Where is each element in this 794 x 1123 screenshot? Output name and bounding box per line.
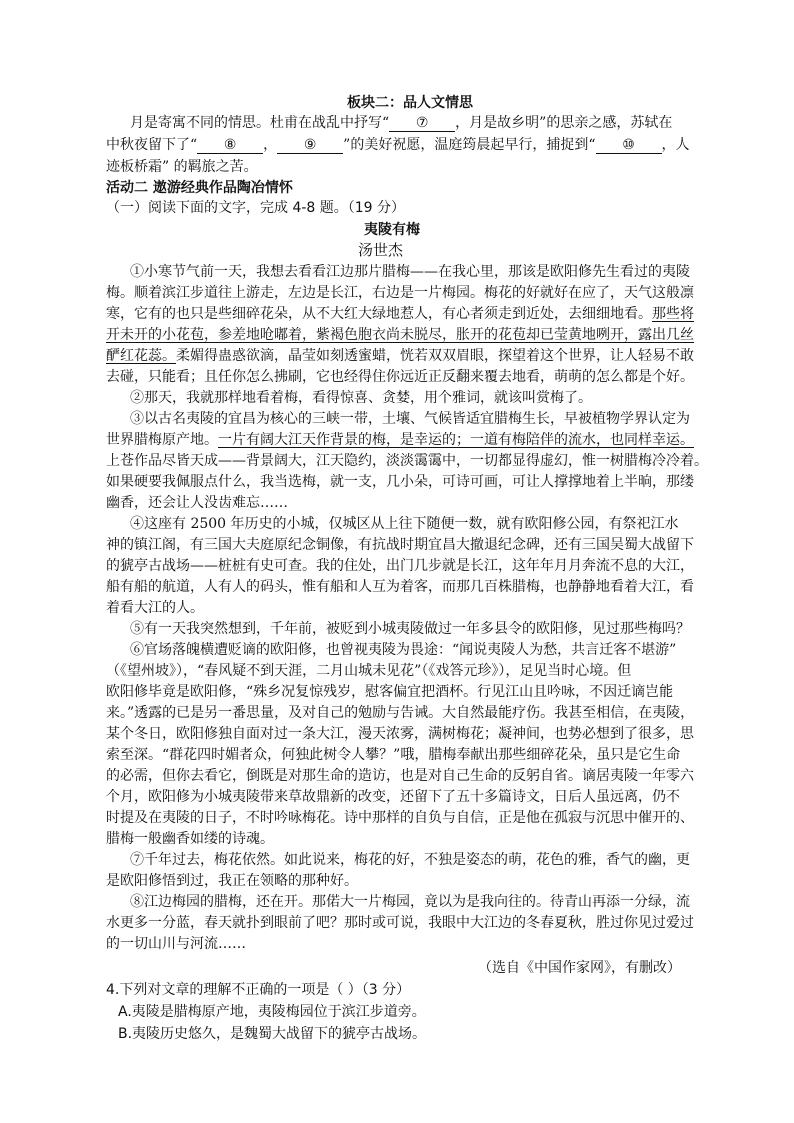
- article-line: ④这座有 2500 年历史的小城，仅城区从上往下随便一数，就有欧阳修公园，有祭祀江水: [130, 516, 679, 532]
- question-4-option-b[interactable]: B.夷陵历史悠久，是魏蜀大战留下的猇亭古战场。: [118, 1026, 427, 1042]
- answer-blank-9[interactable]: ⑨: [277, 137, 343, 154]
- fill-in-text: 月是寄寓不同的情思。杜甫在战乱中抒写“: [130, 115, 390, 131]
- article-line: ⑤有一天我突然想到，千年前，被贬到小城夷陵做过一年多县令的欧阳修，见过那些梅吗？: [130, 621, 690, 637]
- article-line: 上苍作品尽皆天成——背景阔大，江天隐约，淡淡霭霭中，一切都显得虚幻，惟一树腊梅冷冷着。: [106, 453, 708, 469]
- article-source: （选自《中国作家网》，有删改）: [478, 960, 681, 976]
- article-text: 寒，它有的也只是些细碎花朵，从不大红大绿地惹人，有心者须走到近处，去细细地看。: [106, 306, 652, 322]
- article-line: 船有船的航道，人有人的码头，惟有船和人互为着客，而那几百株腊梅，也静静地看着大江，看: [106, 579, 694, 595]
- article-line: 是欧阳修悟到过，我正在领略的那种好。: [106, 873, 358, 889]
- underlined-sentence: 开未开的小花苞，参差地呛嘟着，紫褐色胞衣尚未脱尽，胀开的花苞却已莹黄地咧开，露出几丝: [106, 327, 694, 343]
- article-line: 时提及在夷陵的日子，不时吟咏梅花。诗中那样的自负与自信，正是他在孤寂与沉思中催开的、: [106, 810, 694, 826]
- underlined-sentence: 一片有阔大江天作背景的梅，是幸运的；一道有梅陪伴的流水，也同样幸运。: [218, 432, 694, 448]
- article-line: 来。”透露的已是另一番思量，及对自己的勉励与告诫。大自然最能疗伤。我甚至相信，在夷陵，: [106, 705, 695, 721]
- article-line: 幽香，还会让人没齿难忘……: [106, 495, 288, 511]
- underlined-sentence: 那些将: [652, 306, 694, 322]
- article-line: 的必需，但你去看它，倒既是对那生命的造访，也是对自己生命的反躬自省。谪居夷陵一年零六: [106, 768, 694, 784]
- answer-blank-7[interactable]: ⑦: [389, 115, 455, 132]
- underlined-sentence: 酽红花蕊。: [106, 348, 176, 364]
- article-line: [106, 346, 694, 366]
- fill-in-text: ”的美好祝愿，温庭筠晨起早行，捕捉到“: [343, 137, 596, 153]
- article-line: 的一切山川与河流……: [106, 936, 246, 952]
- article-line: ⑥官场落魄横遭贬谪的欧阳修，也曾视夷陵为畏途：“闻说夷陵人为愁，共言迁客不堪游”: [130, 642, 677, 658]
- question-4-stem: 4.下列对文章的理解不正确的一项是（ ）（3 分）: [106, 982, 411, 998]
- article-line: ⑦千年过去，梅花依然。如此说来，梅花的好，不独是姿态的萌，花色的雅，香气的幽，更: [130, 852, 690, 868]
- activity-heading: 活动二 遨游经典作品陶冶情怀: [106, 180, 293, 196]
- article-line: 梅。顺着滨江步道往上游走，左边是长江，右边是一片梅园。梅花的好就好在应了，天气这般凛: [106, 285, 694, 301]
- fill-in-text: 中秋夜留下了“: [106, 137, 198, 153]
- article-author: 汤世杰: [358, 241, 404, 259]
- section-heading: 板块二：品人文情思: [347, 95, 473, 111]
- article-line: 的猇亭古战场——桩桩有史可查。我的住处，出门几步就是长江，这年年月月奔流不息的大江，: [106, 558, 694, 574]
- fill-in-text: ，人: [661, 137, 690, 153]
- reading-instruction: （一）阅读下面的文字，完成 4-8 题。（19 分）: [106, 200, 406, 216]
- article-line: 个月，欧阳修为小城夷陵带来草故鼎新的改变，还留下了五十多篇诗文，日后人虽远离，仍不: [106, 789, 680, 805]
- article-line: [106, 304, 694, 324]
- answer-blank-8[interactable]: ⑧: [197, 137, 263, 154]
- article-line: [106, 430, 694, 450]
- article-line: 去碰，只能看；且任你怎么拂刷，它也经得住你远近正反翻来覆去地看，萌萌的怎么都是个好。: [106, 369, 694, 385]
- article-line: 水更多一分蓝，春天就扑到眼前了吧？那时或可说，我眼中大江边的冬春夏秋，胜过你见过爱过: [106, 915, 694, 931]
- article-text: 柔媚得蛊惑欲滴，晶莹如刻透蜜蜡，恍若双双眉眼，探望着这个世界，让人轻易不敢: [176, 348, 694, 364]
- question-4-option-a[interactable]: A.夷陵是腊梅原产地，夷陵梅园位于滨江步道旁。: [118, 1004, 426, 1020]
- article-line: 欧阳修毕竟是欧阳修，“殊乡况复惊残岁，慰客偏宜把酒杯。行见江山且吟咏，不因迁谪岂能: [106, 684, 674, 700]
- fill-in-line-3: 迹板桥霜” 的羁旅之苦。: [106, 159, 258, 175]
- article-line: （《望州坡》），“春风疑不到天涯，二月山城未见花”（《戏答元珍》），足见当时心境。但: [106, 663, 632, 679]
- article-line: 如果硬要我佩服点什么，我当选梅，就一支，几小朵，可诗可画，可让人撑撑地着上半晌，那缕: [106, 474, 694, 490]
- fill-in-text: ，: [263, 137, 278, 153]
- article-line: ③以古名夷陵的宜昌为核心的三峡一带，土壤、气候皆适宜腊梅生长，早被植物学界认定为: [130, 411, 690, 427]
- article-line: 索至深。“群花四时媚者众，何独此树令人攀？”哦，腊梅奉献出那些细碎花朵，虽只是它生命: [106, 747, 681, 763]
- article-line: ⑧江边梅园的腊梅，还在开。那偌大一片梅园，竟以为是我向往的。待青山再添一分绿，流: [130, 894, 690, 910]
- article-title: 夷陵有梅: [364, 222, 420, 238]
- article-line: 某个冬日，欧阳修独自面对过一条大江，漫天浓雾，满树梅花；凝神间，也势必想到了很多，思: [106, 726, 694, 742]
- fill-in-line-2: [106, 135, 690, 155]
- fill-in-text: ，月是故乡明”的思亲之感，苏轼在: [455, 115, 673, 131]
- article-line: 着看大江的人。: [106, 600, 204, 616]
- answer-blank-10[interactable]: ⑩: [596, 137, 662, 154]
- article-text: 世界腊梅原产地。: [106, 432, 218, 448]
- article-line: ①小寒节气前一天，我想去看看江边那片腊梅——在我心里，那该是欧阳修先生看过的夷陵: [130, 264, 690, 280]
- article-line: 腊梅一般幽香如缕的诗魂。: [106, 831, 274, 847]
- fill-in-line-1: [130, 113, 672, 133]
- article-line: 神的镇江阁，有三国大夫庭原纪念铜像，有抗战时期宜昌大撤退纪念碑，还有三国吴蜀大战留下: [106, 537, 694, 553]
- article-line: ②那天，我就那样地看着梅，看得惊喜、贪婪，用个雅词，就该叫赏梅了。: [130, 390, 592, 406]
